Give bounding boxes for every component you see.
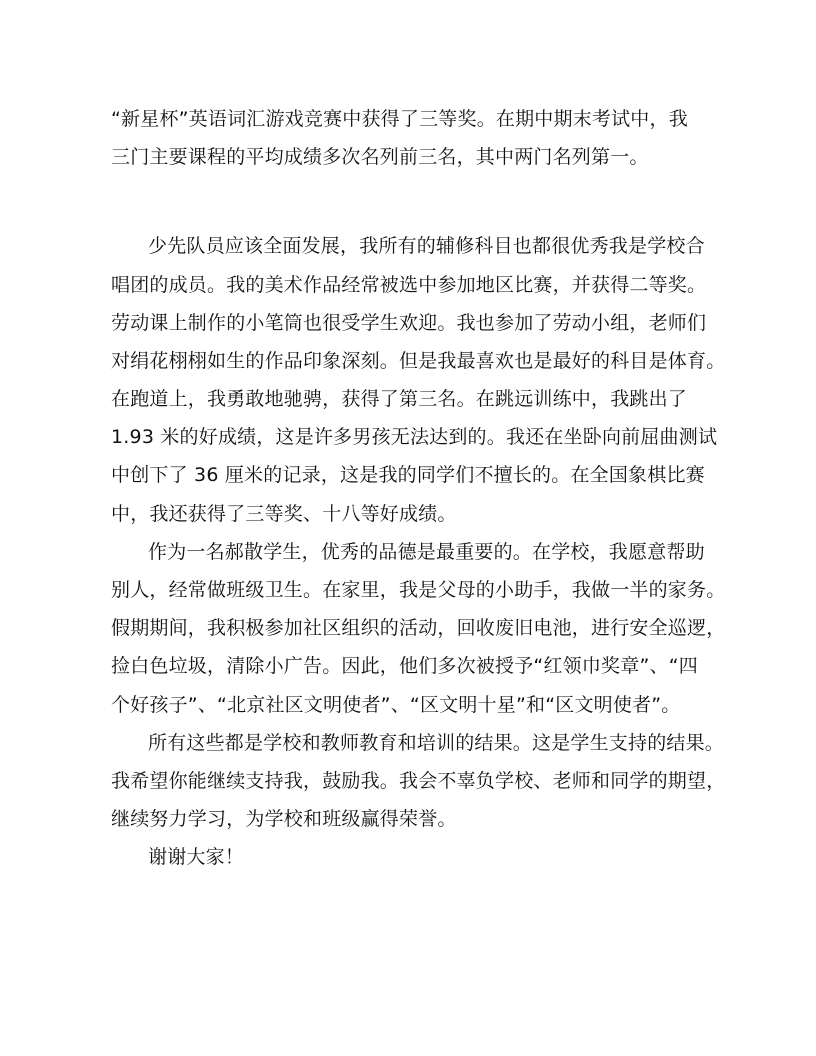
text-line: 继续努力学习，为学校和班级赢得荣誉。 [111,808,457,830]
text-line: 捡白色垃圾，清除小广告。因此，他们多次被授予“红领巾奖章”、“四 [111,655,698,677]
text-line: 谢谢大家！ [148,846,245,868]
text-line: 我希望你能继续支持我，鼓励我。我会不辜负学校、老师和同学的期望， [111,770,726,792]
text-line: 别人，经常做班级卫生。在家里，我是父母的小助手，我做一半的家务。 [111,579,726,601]
text-line: 作为一名郝散学生，优秀的品德是最重要的。在学校，我愿意帮助 [148,541,705,563]
text-line: 1.93 米的好成绩，这是许多男孩无法达到的。我还在坐卧向前屈曲测试 [111,426,718,448]
text-line: 劳动课上制作的小笔筒也很受学生欢迎。我也参加了劳动小组，老师们 [111,312,707,334]
text-line: 少先队员应该全面发展，我所有的辅修科目也都很优秀我是学校合 [148,235,705,257]
text-line: 个好孩子”、“北京社区文明使者”、“区文明十星”和“区文明使者”。 [111,694,681,716]
text-line: 假期期间，我积极参加社区组织的活动，回收废旧电池，进行安全巡逻， [111,617,726,639]
text-line: 所有这些都是学校和教师教育和培训的结果。这是学生支持的结果。 [148,732,725,754]
text-line: “新星杯”英语词汇游戏竞赛中获得了三等奖。在期中期末考试中，我 [111,108,688,130]
text-line: 中创下了 36 厘米的记录，这是我的同学们不擅长的。在全国象棋比赛 [111,464,705,486]
text-line: 对绢花栩栩如生的作品印象深刻。但是我最喜欢也是最好的科目是体育。 [111,350,726,372]
text-line: 中，我还获得了三等奖、十八等好成绩。 [111,503,457,525]
text-line: 三门主要课程的平均成绩多次名列前三名，其中两门名列第一。 [111,146,649,168]
text-line: 唱团的成员。我的美术作品经常被选中参加地区比赛，并获得二等奖。 [111,274,707,296]
text-line: 在跑道上，我勇敢地驰骋，获得了第三名。在跳远训练中，我跳出了 [111,388,688,410]
